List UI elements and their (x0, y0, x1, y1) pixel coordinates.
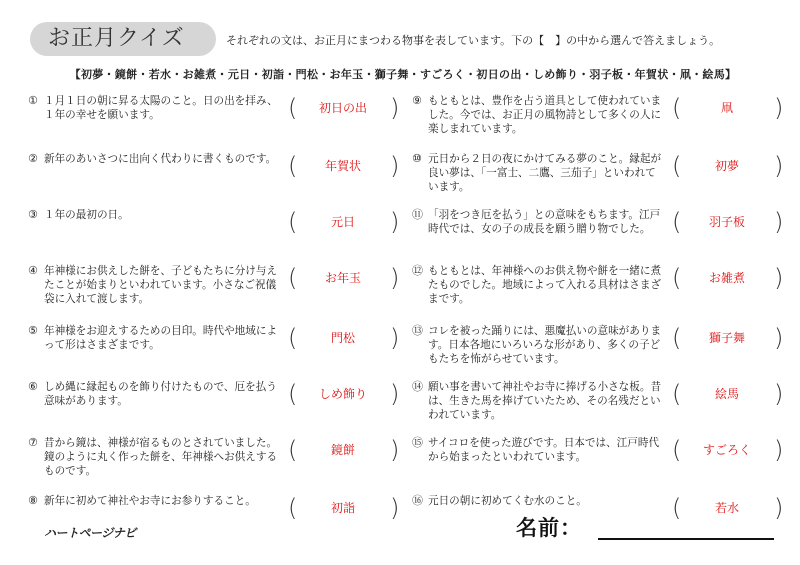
paren-open: ( (672, 324, 682, 352)
question-number: ② (28, 152, 38, 165)
question-item (412, 152, 792, 204)
paren-close: ) (774, 94, 784, 122)
paren-open: ( (288, 380, 298, 408)
paren-close: ) (774, 494, 784, 522)
paren-close: ) (390, 494, 400, 522)
answer-text[interactable]: 年賀状 (324, 159, 361, 173)
question-number: ⑤ (28, 324, 38, 337)
paren-open: ( (672, 152, 682, 180)
paren-close: ) (390, 264, 400, 292)
paren-open: ( (288, 264, 298, 292)
name-label: 名前： (516, 516, 582, 540)
question-number: ⑧ (28, 494, 38, 507)
paren-open: ( (672, 264, 682, 292)
question-number: ⑩ (412, 152, 422, 165)
question-text: 元日から２日の夜にかけてみる夢のこと。縁起が良い夢は、「一富士、二鷹、三茄子」といわれています。 (428, 153, 662, 193)
question-text: 年神様にお供えした餅を、子どもたちに分け与えたことが始まりといわれています。小さなご祝儀袋に入れて渡します。 (44, 265, 278, 305)
answer-text[interactable]: 鏡餅 (330, 443, 355, 457)
question-text: しめ縄に縁起ものを飾り付けたもので、厄を払う意味があります。 (44, 381, 277, 407)
question-text: もともとは、年神様へのお供え物や餅を一緒に煮たものでした。地域によって入れる具材はさまざまです。 (428, 265, 662, 305)
question-text: 「羽をつき厄を払う」との意味をもちます。江戸時代では、女の子の成長を願う贈り物でした。 (428, 209, 661, 235)
answer-text[interactable]: 若水 (714, 501, 739, 515)
question-item (28, 94, 408, 146)
answer-text[interactable]: 凧 (720, 101, 733, 115)
paren-close: ) (774, 152, 784, 180)
question-number: ⑨ (412, 94, 422, 107)
question-item (412, 436, 792, 488)
question-text: １月１日の朝に昇る太陽のこと。日の出を拝み、１年の幸せを願います。 (44, 95, 278, 121)
question-text: サイコロを使った遊びです。日本では、江戸時代から始まったといわれています。 (428, 437, 660, 463)
paren-open: ( (288, 208, 298, 236)
word-bank: 【初夢・鏡餅・若水・お雑煮・元日・初詣・門松・お年玉・獅子舞・すごろく・初日の出・しめ飾り・羽子板・年賀状・凧・絵馬】 (69, 68, 737, 81)
paren-open: ( (288, 152, 298, 180)
question-text: 元日の朝に初めてくむ水のこと。 (428, 495, 587, 507)
paren-open: ( (288, 436, 298, 464)
paren-close: ) (774, 264, 784, 292)
question-item (28, 324, 408, 376)
answer-text[interactable]: お雑煮 (708, 271, 745, 285)
paren-open: ( (288, 324, 298, 352)
answer-text[interactable]: すごろく (702, 443, 751, 457)
paren-open: ( (288, 494, 298, 522)
question-number: ⑭ (412, 380, 423, 393)
answer-text[interactable]: 獅子舞 (708, 331, 745, 345)
name-line (598, 538, 774, 540)
header (30, 22, 790, 58)
question-number: ⑫ (412, 264, 423, 277)
paren-close: ) (390, 436, 400, 464)
question-item (28, 152, 408, 204)
question-number: ⑪ (412, 208, 423, 221)
question-number: ⑯ (412, 494, 423, 507)
paren-open: ( (672, 380, 682, 408)
question-number: ⑥ (28, 380, 38, 393)
paren-close: ) (390, 324, 400, 352)
paren-close: ) (390, 152, 400, 180)
question-text: １年の最初の日。 (44, 209, 129, 221)
paren-open: ( (672, 436, 682, 464)
paren-open: ( (672, 494, 682, 522)
paren-close: ) (774, 436, 784, 464)
answer-text[interactable]: 初夢 (714, 159, 739, 173)
question-text: 年神様をお迎えするための目印。時代や地域によって形はさまざまです。 (44, 325, 278, 351)
question-number: ⑦ (28, 436, 38, 449)
question-item (28, 436, 408, 488)
question-text: 新年のあいさつに出向く代わりに書くものです。 (44, 153, 277, 165)
name-field[interactable] (516, 512, 582, 542)
page-title: お正月クイズ (30, 22, 216, 56)
question-item (412, 264, 792, 316)
instruction-text: それぞれの文は、お正月にまつわる物事を表しています。下の【 】の中から選んで答えましょう。 (226, 34, 721, 47)
question-item (412, 380, 792, 432)
paren-close: ) (390, 380, 400, 408)
question-text: コレを被った踊りには、悪魔払いの意味があります。日本各地にいろいろな形があり、多くの子どもたちを怖がらせています。 (428, 325, 662, 365)
paren-close: ) (774, 324, 784, 352)
question-item (412, 324, 792, 376)
paren-close: ) (390, 208, 400, 236)
paren-open: ( (672, 208, 682, 236)
question-number: ① (28, 94, 38, 107)
question-number: ③ (28, 208, 38, 221)
site-logo: ハートページナビ (44, 526, 136, 540)
answer-text[interactable]: 羽子板 (708, 215, 745, 229)
paren-close: ) (774, 208, 784, 236)
question-text: 新年に初めて神社やお寺にお参りすること。 (44, 495, 256, 507)
paren-close: ) (390, 94, 400, 122)
answer-text[interactable]: お年玉 (324, 271, 361, 285)
question-item (412, 208, 792, 260)
paren-close: ) (774, 380, 784, 408)
question-number: ⑮ (412, 436, 423, 449)
paren-open: ( (288, 94, 298, 122)
question-item (28, 264, 408, 316)
answer-text[interactable]: 初日の出 (318, 101, 367, 115)
question-item (28, 380, 408, 432)
answer-text[interactable]: 門松 (330, 331, 355, 345)
question-item (28, 208, 408, 260)
question-text: 昔から鏡は、神様が宿るものとされていました。鏡のように丸く作った餅を、年神様へお供えするものです。 (44, 437, 278, 477)
question-item (412, 94, 792, 146)
question-number: ⑬ (412, 324, 423, 337)
question-number: ④ (28, 264, 38, 277)
question-text: 願い事を書いて神社やお寺に捧げる小さな板。昔は、生きた馬を捧げていたため、その名残だといわれています。 (428, 381, 662, 421)
answer-text[interactable]: 絵馬 (714, 387, 739, 401)
answer-text[interactable]: 初詣 (330, 501, 355, 515)
answer-text[interactable]: 元日 (330, 215, 355, 229)
question-text: もともとは、豊作を占う道具として使われていました。今では、お正月の風物詩として多くの人に楽しまれています。 (428, 95, 662, 135)
paren-open: ( (672, 94, 682, 122)
answer-text[interactable]: しめ飾り (318, 387, 367, 401)
